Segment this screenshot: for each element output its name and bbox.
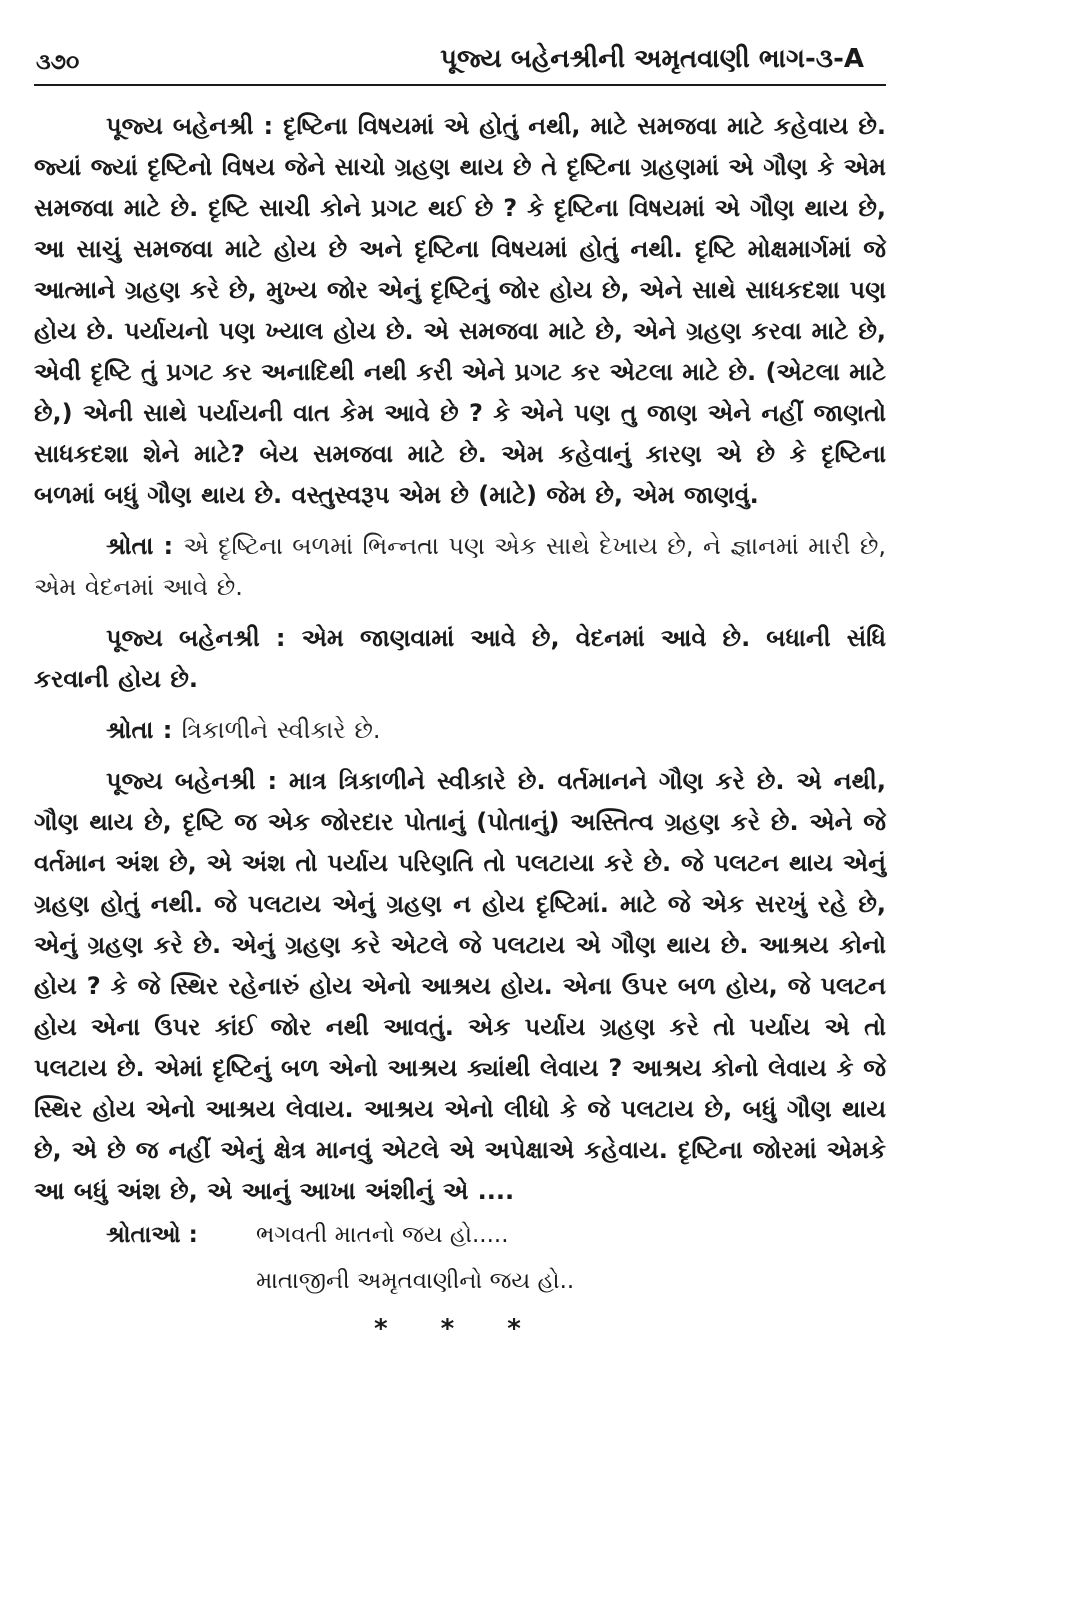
book-page <box>34 44 886 1344</box>
speaker-label: શ્રોતા <box>106 532 154 560</box>
paragraph-text: માત્ર ત્રિકાળીને સ્વીકારે છે. વર્તમાનને ગૌણ કરે છે. એ નથી, ગૌણ થાય છે, દૃષ્ટિ જ એક જોરદાર પોતાનું (પોતાનું) અસ્તિત્વ ગ્રહણ કરે છે. એને જે વર્તમાન અંશ છે, એ અંશ તો પર્યાય પરિણતિ તો પલટાયા કરે છે. જે પલટન થાય એનું ગ્રહણ હોતું નથી. જે પલટાય એનું ગ્રહણ ન હોય દૃષ્ટિમાં. માટે જે એક સરખું રહે છે, એનું ગ્રહણ કરે છે. એનું ગ્રહણ કરે એટલે જે પલટાય એ ગૌણ થાય છે. આશ્રય કોનો હોય ? કે જે સ્થિર રહેનારું હોય એનો આશ્રય હોય. એના ઉપર બળ હોય, જે પલટન હોય એના ઉપર કાંઈ જોર નથી આવતું. એક પર્યાય ગ્રહણ કરે તો પર્યાય એ તો પલટાય છે. એમાં દૃષ્ટિનું બળ એનો આશ્રય ક્યાંથી લેવાય ? આશ્રય કોનો લેવાય કે જે સ્થિર હોય એનો આશ્રય લેવાય. આશ્રય એનો લીધો કે જે પલટાય છે, બધું ગૌણ થાય છે, એ છે જ નહીં એનું ક્ષેત્ર માનવું એટલે એ અપેક્ષાએ કહેવાય. દૃષ્ટિના જોરમાં એમકે આ બધું અંશ છે, એ આનું આખા અંશીનું એ .... <box>34 767 886 1205</box>
paragraph-text: ત્રિકાળીને સ્વીકારે છે. <box>181 716 381 744</box>
paragraph-bahenshri-1 <box>34 106 886 516</box>
closing-line-1: ભગવતી માતનો જય હો..... <box>256 1222 509 1248</box>
paragraph-shrota-2 <box>34 710 886 751</box>
closing-chant <box>34 1222 886 1314</box>
page-number: ૩૭૦ <box>36 50 80 75</box>
closing-line-2: માતાજીની અમૃતવાણીનો જય હો.. <box>256 1268 575 1294</box>
section-end-asterisks: * * * <box>374 1314 523 1344</box>
speaker-separator: : <box>259 624 302 652</box>
speaker-separator: : <box>255 767 290 795</box>
page-header <box>34 44 886 86</box>
speaker-separator: : <box>153 716 182 744</box>
speaker-label: પૂજ્ય બહેનશ્રી <box>106 767 256 795</box>
closing-speaker-label: શ્રોતાઓ : <box>106 1222 198 1248</box>
speaker-label: પૂજ્ય બહેનશ્રી <box>106 624 260 652</box>
paragraph-bahenshri-2 <box>34 618 886 700</box>
speaker-label: પૂજ્ય બહેનશ્રી <box>106 112 254 140</box>
speaker-separator: : <box>153 532 184 560</box>
paragraph-text: દૃષ્ટિના વિષયમાં એ હોતું નથી, માટે સમજવા માટે કહેવાય છે. જ્યાં જ્યાં દૃષ્ટિનો વિષય જેને સાચો ગ્રહણ થાય છે તે દૃષ્ટિના ગ્રહણમાં એ ગૌણ કે એમ સમજવા માટે છે. દૃષ્ટિ સાચી કોને પ્રગટ થઈ છે ? કે દૃષ્ટિના વિષયમાં એ ગૌણ થાય છે, આ સાચું સમજવા માટે હોય છે અને દૃષ્ટિના વિષયમાં હોતું નથી. દૃષ્ટિ મોક્ષમાર્ગમાં જે આત્માને ગ્રહણ કરે છે, મુખ્ય જોર એનું દૃષ્ટિનું જોર હોય છે, એને સાથે સાધકદશા પણ હોય છે. પર્યાયનો પણ ખ્યાલ હોય છે. એ સમજવા માટે છે, એને ગ્રહણ કરવા માટે છે, એવી દૃષ્ટિ તું પ્રગટ કર અનાદિથી નથી કરી એને પ્રગટ કર એટલા માટે છે. (એટલા માટે છે,) એની સાથે પર્યાયની વાત કેમ આવે છે ? કે એને પણ તુ જાણ એને નહીં જાણતો સાધકદશા શેને માટે? બેય સમજવા માટે છે. એમ કહેવાનું કારણ એ છે કે દૃષ્ટિના બળમાં બધું ગૌણ થાય છે. વસ્તુસ્વરૂપ એમ છે (માટે) જેમ છે, એમ જાણવું. <box>34 112 886 509</box>
paragraph-text: એ દૃષ્ટિના બળમાં ભિન્નતા પણ એક સાથે દેખાય છે, ને જ્ઞાનમાં મારી છે, એમ વેદનમાં આવે છે. <box>34 532 886 601</box>
paragraph-shrota-1 <box>34 526 886 608</box>
dialogue-body <box>34 106 886 1212</box>
speaker-label: શ્રોતા <box>106 716 154 744</box>
speaker-separator: : <box>253 112 284 140</box>
paragraph-text: એમ જાણવામાં આવે છે, વેદનમાં આવે છે. બધાની સંધિ કરવાની હોય છે. <box>34 624 886 693</box>
paragraph-bahenshri-3 <box>34 761 886 1212</box>
running-title: પૂજ્ય બહેનશ્રીની અમૃતવાણી ભાગ-૩-A <box>440 44 864 74</box>
